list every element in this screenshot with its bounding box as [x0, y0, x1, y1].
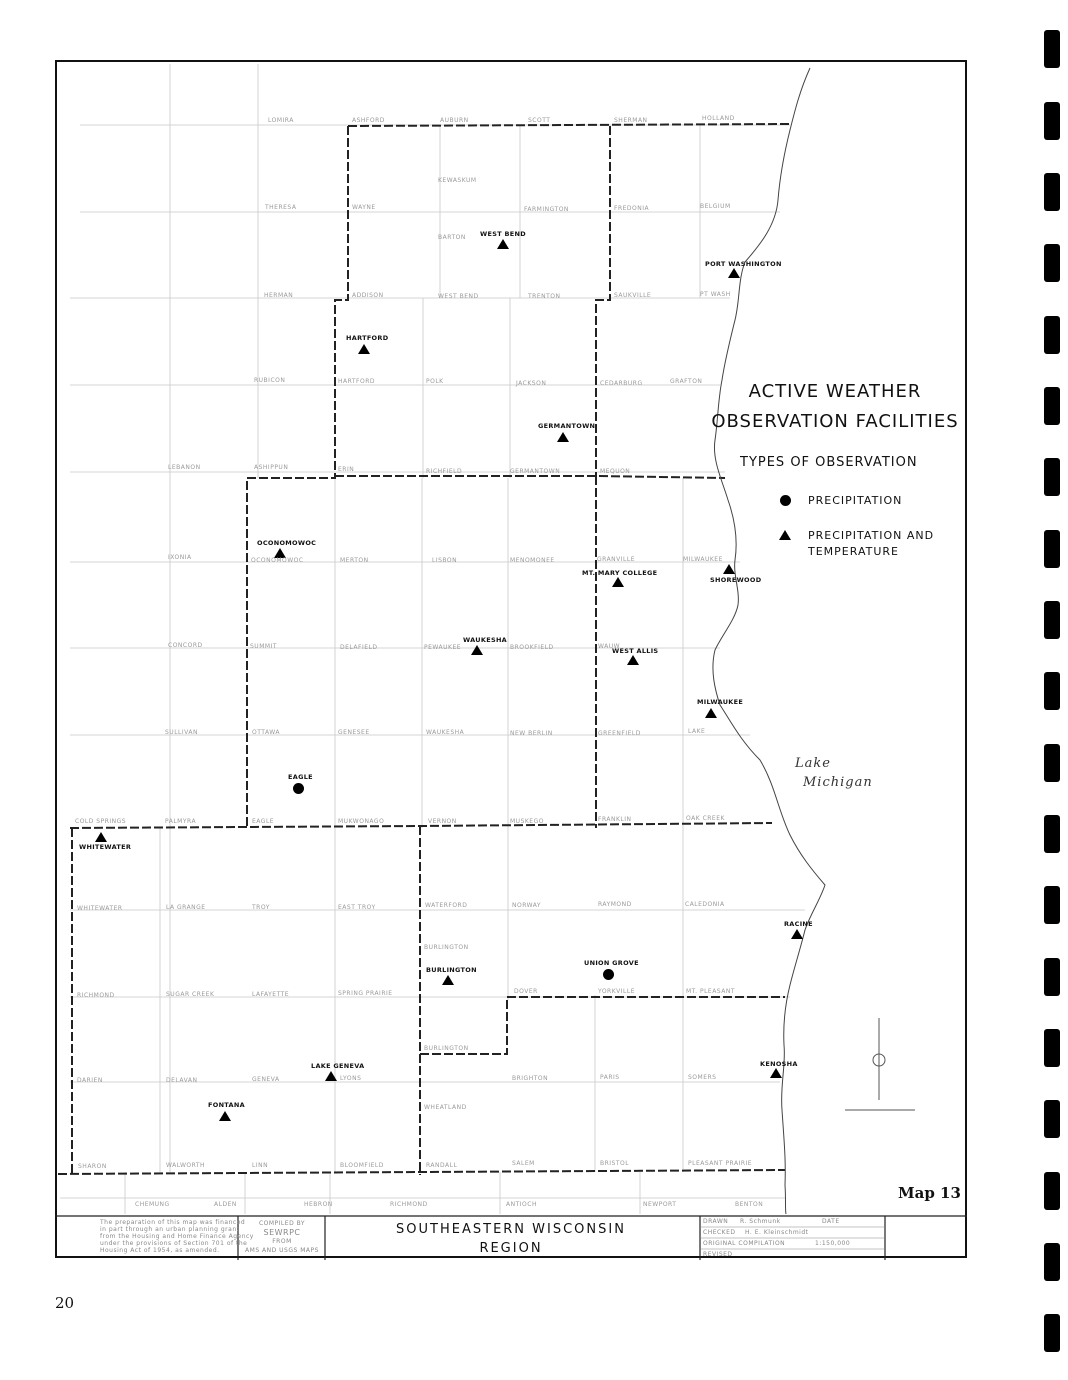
town-label: WAYNE: [352, 204, 376, 211]
town-label: TRENTON: [528, 293, 561, 300]
town-label: SAUKVILLE: [614, 292, 652, 299]
town-label: JACKSON: [516, 380, 547, 387]
legend-dot-icon: [780, 495, 791, 506]
town-label: ADDISON: [352, 292, 384, 299]
town-label: RUBICON: [254, 377, 286, 384]
town-label: WAUKESHA: [426, 729, 465, 736]
town-label: KEWASKUM: [438, 177, 477, 184]
drawn-label: DRAWN: [703, 1218, 729, 1225]
town-label: CEDARBURG: [600, 380, 643, 387]
town-label: WAUW: [598, 643, 621, 650]
finance-note-line: under the provisions of Section 701 of the: [100, 1240, 248, 1247]
town-label: MENOMONEE: [510, 557, 555, 564]
town-label: FRANKLIN: [598, 816, 632, 823]
town-label: SPRING PRAIRIE: [338, 990, 393, 997]
finance-note-line: Housing Act of 1954, as amended.: [100, 1247, 220, 1254]
compiled-by: [240, 1219, 324, 1255]
town-label: SOMERS: [688, 1074, 717, 1081]
triangle-icon: [219, 1111, 231, 1121]
town-label: LAFAYETTE: [252, 991, 290, 998]
town-label: NEW BERLIN: [510, 730, 553, 737]
original-label: ORIGINAL COMPILATION: [703, 1240, 786, 1247]
town-label: DOVER: [514, 988, 538, 995]
triangle-icon: [728, 268, 740, 278]
triangle-icon: [442, 975, 454, 985]
finance-note-line: in part through an urban planning grant: [100, 1226, 240, 1233]
town-label: VERNON: [428, 818, 457, 825]
checked-value: H. E. Kleinschmidt: [745, 1229, 809, 1236]
town-label: BRIGHTON: [512, 1075, 549, 1082]
triangle-icon: [497, 239, 509, 249]
town-label: PALMYRA: [165, 818, 197, 825]
town-label: MUKWONAGO: [338, 818, 385, 825]
town-label: LOMIRA: [268, 117, 294, 124]
town-label: HARTFORD: [338, 378, 375, 385]
map-title-line1: ACTIVE WEATHER: [748, 381, 922, 402]
town-label: MERTON: [340, 557, 369, 564]
scale-value: 1:150,000: [815, 1240, 851, 1247]
town-label: SHERMAN: [614, 117, 648, 124]
map-title-line2: OBSERVATION FACILITIES: [711, 411, 959, 432]
finance-note-line: The preparation of this map was financed: [100, 1219, 246, 1226]
town-label: WHITEWATER: [77, 905, 123, 912]
town-label: LAKE: [688, 728, 706, 735]
town-label: BELGIUM: [700, 203, 731, 210]
station-label: RACINE: [784, 920, 813, 928]
town-label: GENESEE: [338, 729, 370, 736]
triangle-icon: [358, 344, 370, 354]
town-label: LEBANON: [168, 464, 201, 471]
town-label: MILWAUKEE: [683, 556, 723, 563]
station-label: MILWAUKEE: [697, 698, 744, 706]
station-label: GERMANTOWN: [538, 422, 596, 430]
town-label: LA GRANGE: [166, 904, 206, 911]
finance-note: [100, 1219, 254, 1254]
town-label: POLK: [426, 378, 444, 385]
town-label: COLD SPRINGS: [75, 818, 127, 825]
region-title: [330, 1220, 692, 1258]
station-label: FONTANA: [208, 1101, 245, 1109]
checked-label: CHECKED: [703, 1229, 736, 1236]
triangle-icon: [791, 929, 803, 939]
triangle-icon: [471, 645, 483, 655]
town-label: BLOOMFIELD: [340, 1162, 384, 1169]
town-label: SUMMIT: [250, 643, 277, 650]
town-label: CALEDONIA: [685, 901, 725, 908]
town-label: SCOTT: [528, 117, 551, 124]
town-label: GENEVA: [252, 1076, 280, 1083]
town-label: WATERFORD: [425, 902, 468, 909]
town-label: SULLIVAN: [165, 729, 198, 736]
region-title-line: REGION: [479, 1241, 543, 1256]
station-label: KENOSHA: [760, 1060, 798, 1068]
revised-label: REVISED: [703, 1251, 733, 1258]
triangle-icon: [705, 708, 717, 718]
station-label: LAKE GENEVA: [311, 1062, 365, 1070]
legend-precip-label: PRECIPITATION: [808, 494, 903, 507]
town-label: EAGLE: [252, 818, 275, 825]
station-label: WEST ALLIS: [612, 647, 659, 655]
town-label: LISBON: [432, 557, 458, 564]
town-label: CHEMUNG: [135, 1201, 170, 1208]
legend-heading: TYPES OF OBSERVATION: [740, 455, 918, 470]
station-label: WEST BEND: [480, 230, 526, 238]
station-label: WAUKESHA: [463, 636, 508, 644]
town-label: YORKVILLE: [598, 988, 636, 995]
town-label: HOLLAND: [702, 115, 735, 122]
dot-icon: [603, 969, 614, 980]
station-label: SHOREWOOD: [710, 576, 762, 584]
town-label: BURLINGTON: [424, 944, 469, 951]
town-label: HEBRON: [304, 1201, 333, 1208]
triangle-icon: [557, 432, 569, 442]
town-label: SUGAR CREEK: [166, 991, 215, 998]
town-label: BENTON: [735, 1201, 764, 1208]
town-label: NORWAY: [512, 902, 542, 909]
town-label: RICHMOND: [390, 1201, 428, 1208]
town-label: BARTON: [438, 234, 466, 241]
town-label: GRAFTON: [670, 378, 703, 385]
town-label: RICHFIELD: [426, 468, 463, 475]
triangle-icon: [95, 832, 107, 842]
town-label: HERMAN: [264, 292, 294, 299]
town-label: OTTAWA: [252, 729, 280, 736]
town-label: TROY: [252, 904, 270, 911]
date-label: DATE: [822, 1218, 840, 1225]
town-label: NEWPORT: [643, 1201, 677, 1208]
legend-temp-label-1: PRECIPITATION AND: [808, 529, 935, 542]
town-label: SALEM: [512, 1160, 535, 1167]
town-label: OCONOMOWOC: [251, 557, 304, 564]
town-label: MEQUON: [600, 468, 631, 475]
triangle-icon: [325, 1071, 337, 1081]
page-number: 20: [55, 1294, 75, 1312]
town-label: OAK CREEK: [686, 815, 725, 822]
town-label: AUBURN: [440, 117, 469, 124]
town-label: WHEATLAND: [424, 1104, 467, 1111]
town-label: BRISTOL: [600, 1160, 630, 1167]
triangle-icon: [770, 1068, 782, 1078]
town-label: ASHFORD: [352, 117, 385, 124]
town-label: CONCORD: [168, 642, 203, 649]
dot-icon: [293, 783, 304, 794]
town-label: FREDONIA: [614, 205, 650, 212]
station-label: UNION GROVE: [584, 959, 639, 967]
map-number: Map 13: [898, 1184, 961, 1202]
triangle-icon: [627, 655, 639, 665]
town-label: LYONS: [340, 1075, 362, 1082]
town-label: PEWAUKEE: [424, 644, 462, 651]
town-label: DELAVAN: [166, 1077, 198, 1084]
finance-note-line: from the Housing and Home Finance Agency: [100, 1233, 254, 1240]
town-label: IXONIA: [168, 554, 192, 561]
station-label: OCONOMOWOC: [257, 539, 317, 547]
town-label: GREENFIELD: [598, 730, 641, 737]
town-label: ERIN: [338, 466, 355, 473]
town-label: DARIEN: [77, 1077, 103, 1084]
town-label: SHARON: [78, 1163, 107, 1170]
town-label: RICHMOND: [77, 992, 115, 999]
town-label: LINN: [252, 1162, 269, 1169]
compiled-line: AMS AND USGS MAPS: [245, 1247, 319, 1254]
compiled-line: SEWRPC: [263, 1228, 301, 1237]
triangle-icon: [723, 564, 735, 574]
triangle-icon: [612, 577, 624, 587]
station-label: MT. MARY COLLEGE: [582, 569, 658, 577]
town-label: GRANVILLE: [597, 556, 636, 563]
town-label: PT WASH: [700, 291, 731, 298]
town-label: BURLINGTON: [424, 1045, 469, 1052]
lake-label-1: Lake: [795, 756, 831, 771]
legend-triangle-icon: [779, 530, 791, 540]
town-label: EAST TROY: [338, 904, 376, 911]
station-label: EAGLE: [288, 773, 313, 781]
town-label: DELAFIELD: [340, 644, 378, 651]
town-label: WALWORTH: [166, 1162, 206, 1169]
station-label: WHITEWATER: [79, 843, 132, 851]
town-label: THERESA: [265, 204, 297, 211]
town-label: PLEASANT PRAIRIE: [688, 1160, 753, 1167]
town-label: ALDEN: [214, 1201, 237, 1208]
town-label: ANTIOCH: [506, 1201, 537, 1208]
town-label: FARMINGTON: [524, 206, 569, 213]
station-label: HARTFORD: [346, 334, 389, 342]
town-label: PARIS: [600, 1074, 620, 1081]
compiled-line: FROM: [272, 1238, 292, 1245]
drawn-value: R. Schmunk: [740, 1218, 781, 1225]
lake-label-2: Michigan: [803, 775, 873, 790]
town-label: RAYMOND: [598, 901, 632, 908]
town-label: BROOKFIELD: [510, 644, 554, 651]
town-label: RANDALL: [426, 1162, 458, 1169]
town-label: ASHIPPUN: [254, 464, 289, 471]
town-label: WEST BEND: [438, 293, 479, 300]
town-label: MUSKEGO: [510, 818, 544, 825]
town-label: GERMANTOWN: [510, 468, 561, 475]
region-title-line: SOUTHEASTERN WISCONSIN: [396, 1222, 626, 1237]
town-label: MT. PLEASANT: [686, 988, 735, 995]
legend-temp-label-2: TEMPERATURE: [808, 545, 899, 558]
station-label: BURLINGTON: [426, 966, 477, 974]
compiled-line: COMPILED BY: [258, 1220, 306, 1227]
station-label: PORT WASHINGTON: [705, 260, 782, 268]
